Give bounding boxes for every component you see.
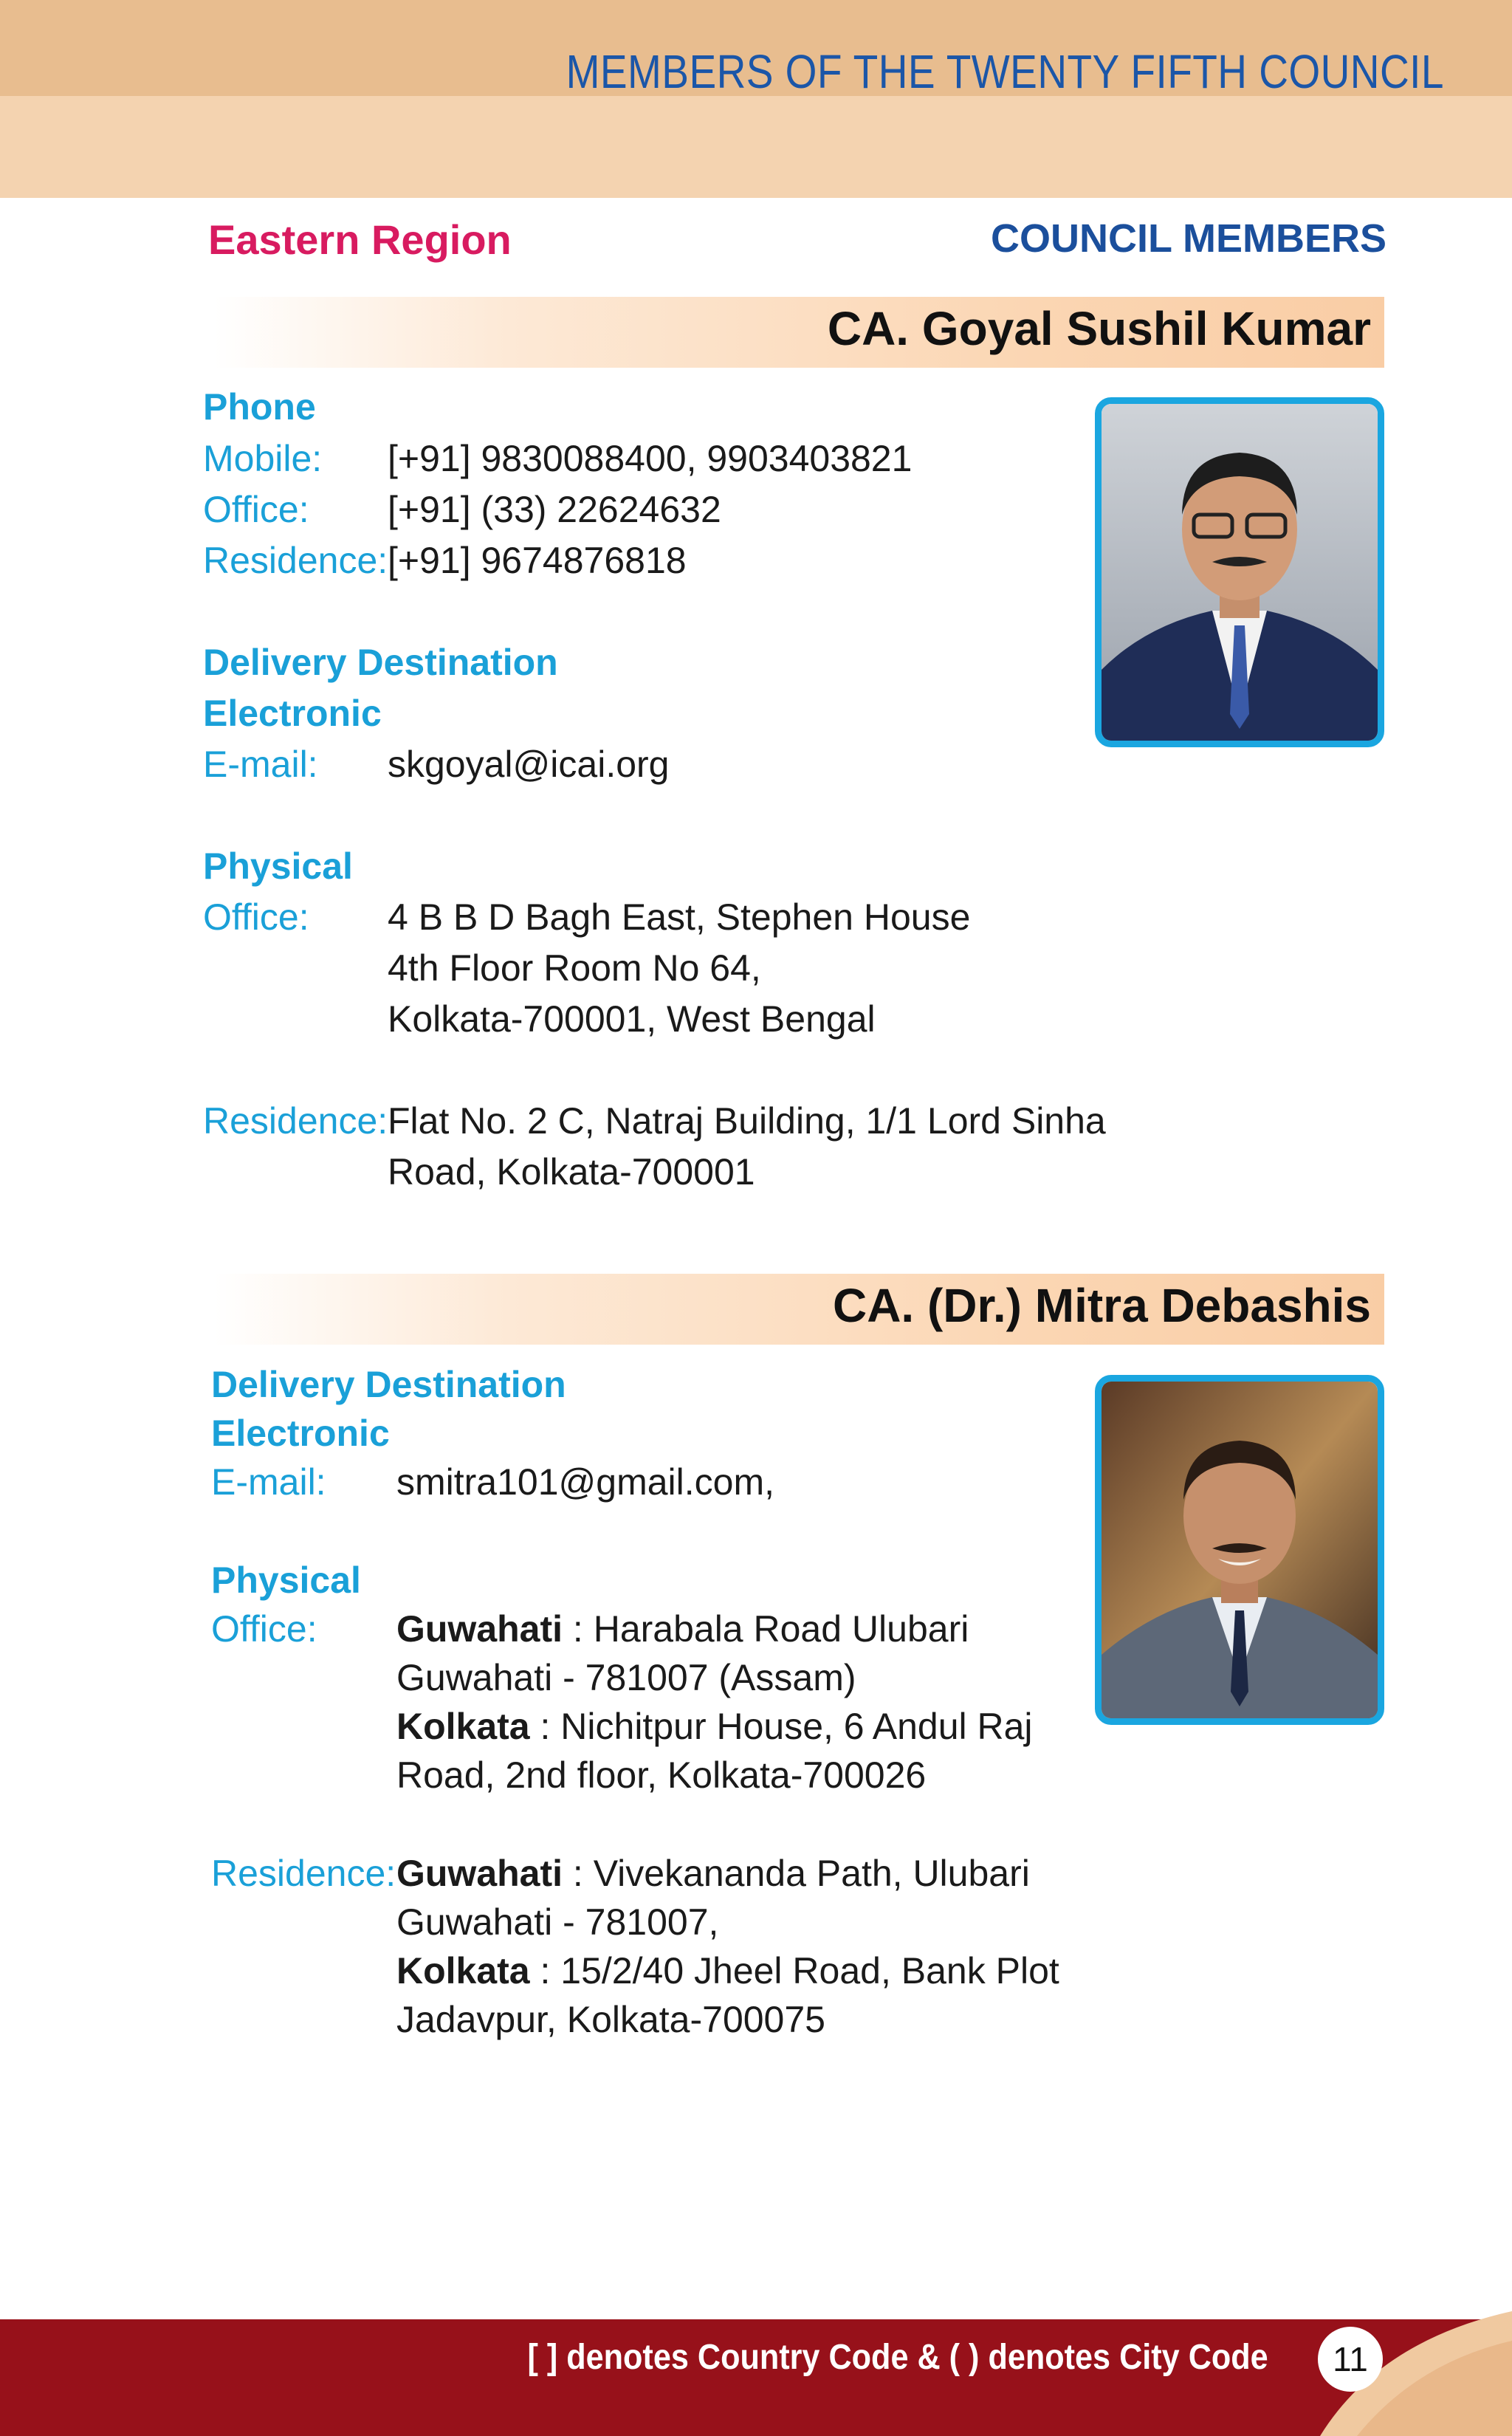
office-address-line (396, 1705, 1033, 1748)
physical-heading: Physical (211, 1560, 361, 1601)
mobile-value: [+91] 9830088400, 9903403821 (388, 438, 913, 479)
address-text: : 15/2/40 Jheel Road, Bank Plot (529, 1950, 1059, 1991)
member1-name: CA. Goyal Sushil Kumar (827, 302, 1371, 355)
electronic-heading: Electronic (211, 1413, 390, 1454)
residence-address-line (396, 1852, 1030, 1895)
office-address-line: 4 B B D Bagh East, Stephen House (388, 896, 971, 938)
address-text: : Vivekananda Path, Ulubari (563, 1853, 1030, 1894)
residence-address-line: Road, Kolkata-700001 (388, 1151, 755, 1193)
residence-phone-value: [+91] 9674876818 (388, 540, 687, 581)
office-address-label: Office: (203, 896, 309, 938)
residence-address-line: Guwahati - 781007, (396, 1901, 719, 1943)
residence-address-label: Residence: (203, 1100, 388, 1142)
page-number: 11 (1318, 2327, 1383, 2392)
page-header-title: MEMBERS OF THE TWENTY FIFTH COUNCIL (566, 45, 1444, 98)
region-title: Eastern Region (208, 216, 512, 263)
city-name: Kolkata (396, 1706, 530, 1747)
residence-phone-label: Residence: (203, 540, 388, 581)
address-text: : Nichitpur House, 6 Andul Raj (529, 1706, 1033, 1747)
office-address-line: 4th Floor Room No 64, (388, 947, 761, 989)
office-address-line: Kolkata-700001, West Bengal (388, 998, 876, 1040)
member2-name: CA. (Dr.) Mitra Debashis (832, 1279, 1371, 1332)
email-label: E-mail: (211, 1461, 326, 1503)
residence-address-label: Residence: (211, 1853, 396, 1894)
delivery-heading: Delivery Destination (211, 1364, 566, 1405)
portrait-icon (1102, 404, 1378, 741)
office-phone-label: Office: (203, 489, 309, 530)
portrait-icon (1102, 1382, 1378, 1718)
city-name: Kolkata (396, 1950, 530, 1991)
email-value[interactable]: smitra101@gmail.com, (396, 1461, 775, 1503)
residence-address-line (396, 1949, 1059, 1992)
office-address-line (396, 1608, 969, 1650)
phone-heading: Phone (203, 386, 316, 428)
footer-note: [ ] denotes Country Code & ( ) denotes City Code (527, 2338, 1268, 2377)
office-address-label: Office: (211, 1608, 317, 1650)
residence-address-line: Jadavpur, Kolkata-700075 (396, 1999, 825, 2040)
header-band (0, 0, 1512, 198)
office-address-line: Road, 2nd floor, Kolkata-700026 (396, 1754, 927, 1796)
office-phone-value: [+91] (33) 22624632 (388, 489, 721, 530)
email-value[interactable]: skgoyal@icai.org (388, 744, 670, 785)
member2-name-bar (214, 1274, 1384, 1345)
city-name: Guwahati (396, 1608, 563, 1650)
office-address-line: Guwahati - 781007 (Assam) (396, 1657, 856, 1698)
category-title: COUNCIL MEMBERS (990, 216, 1386, 261)
delivery-heading: Delivery Destination (203, 642, 558, 683)
mobile-label: Mobile: (203, 438, 323, 479)
email-label: E-mail: (203, 744, 318, 785)
member1-name-bar (214, 297, 1384, 368)
member2-photo (1095, 1375, 1384, 1725)
electronic-heading: Electronic (203, 693, 382, 734)
residence-address-line: Flat No. 2 C, Natraj Building, 1/1 Lord Sinha (388, 1100, 1106, 1142)
address-text: : Harabala Road Ulubari (563, 1608, 969, 1650)
city-name: Guwahati (396, 1853, 563, 1894)
physical-heading: Physical (203, 845, 353, 887)
member1-photo (1095, 397, 1384, 747)
